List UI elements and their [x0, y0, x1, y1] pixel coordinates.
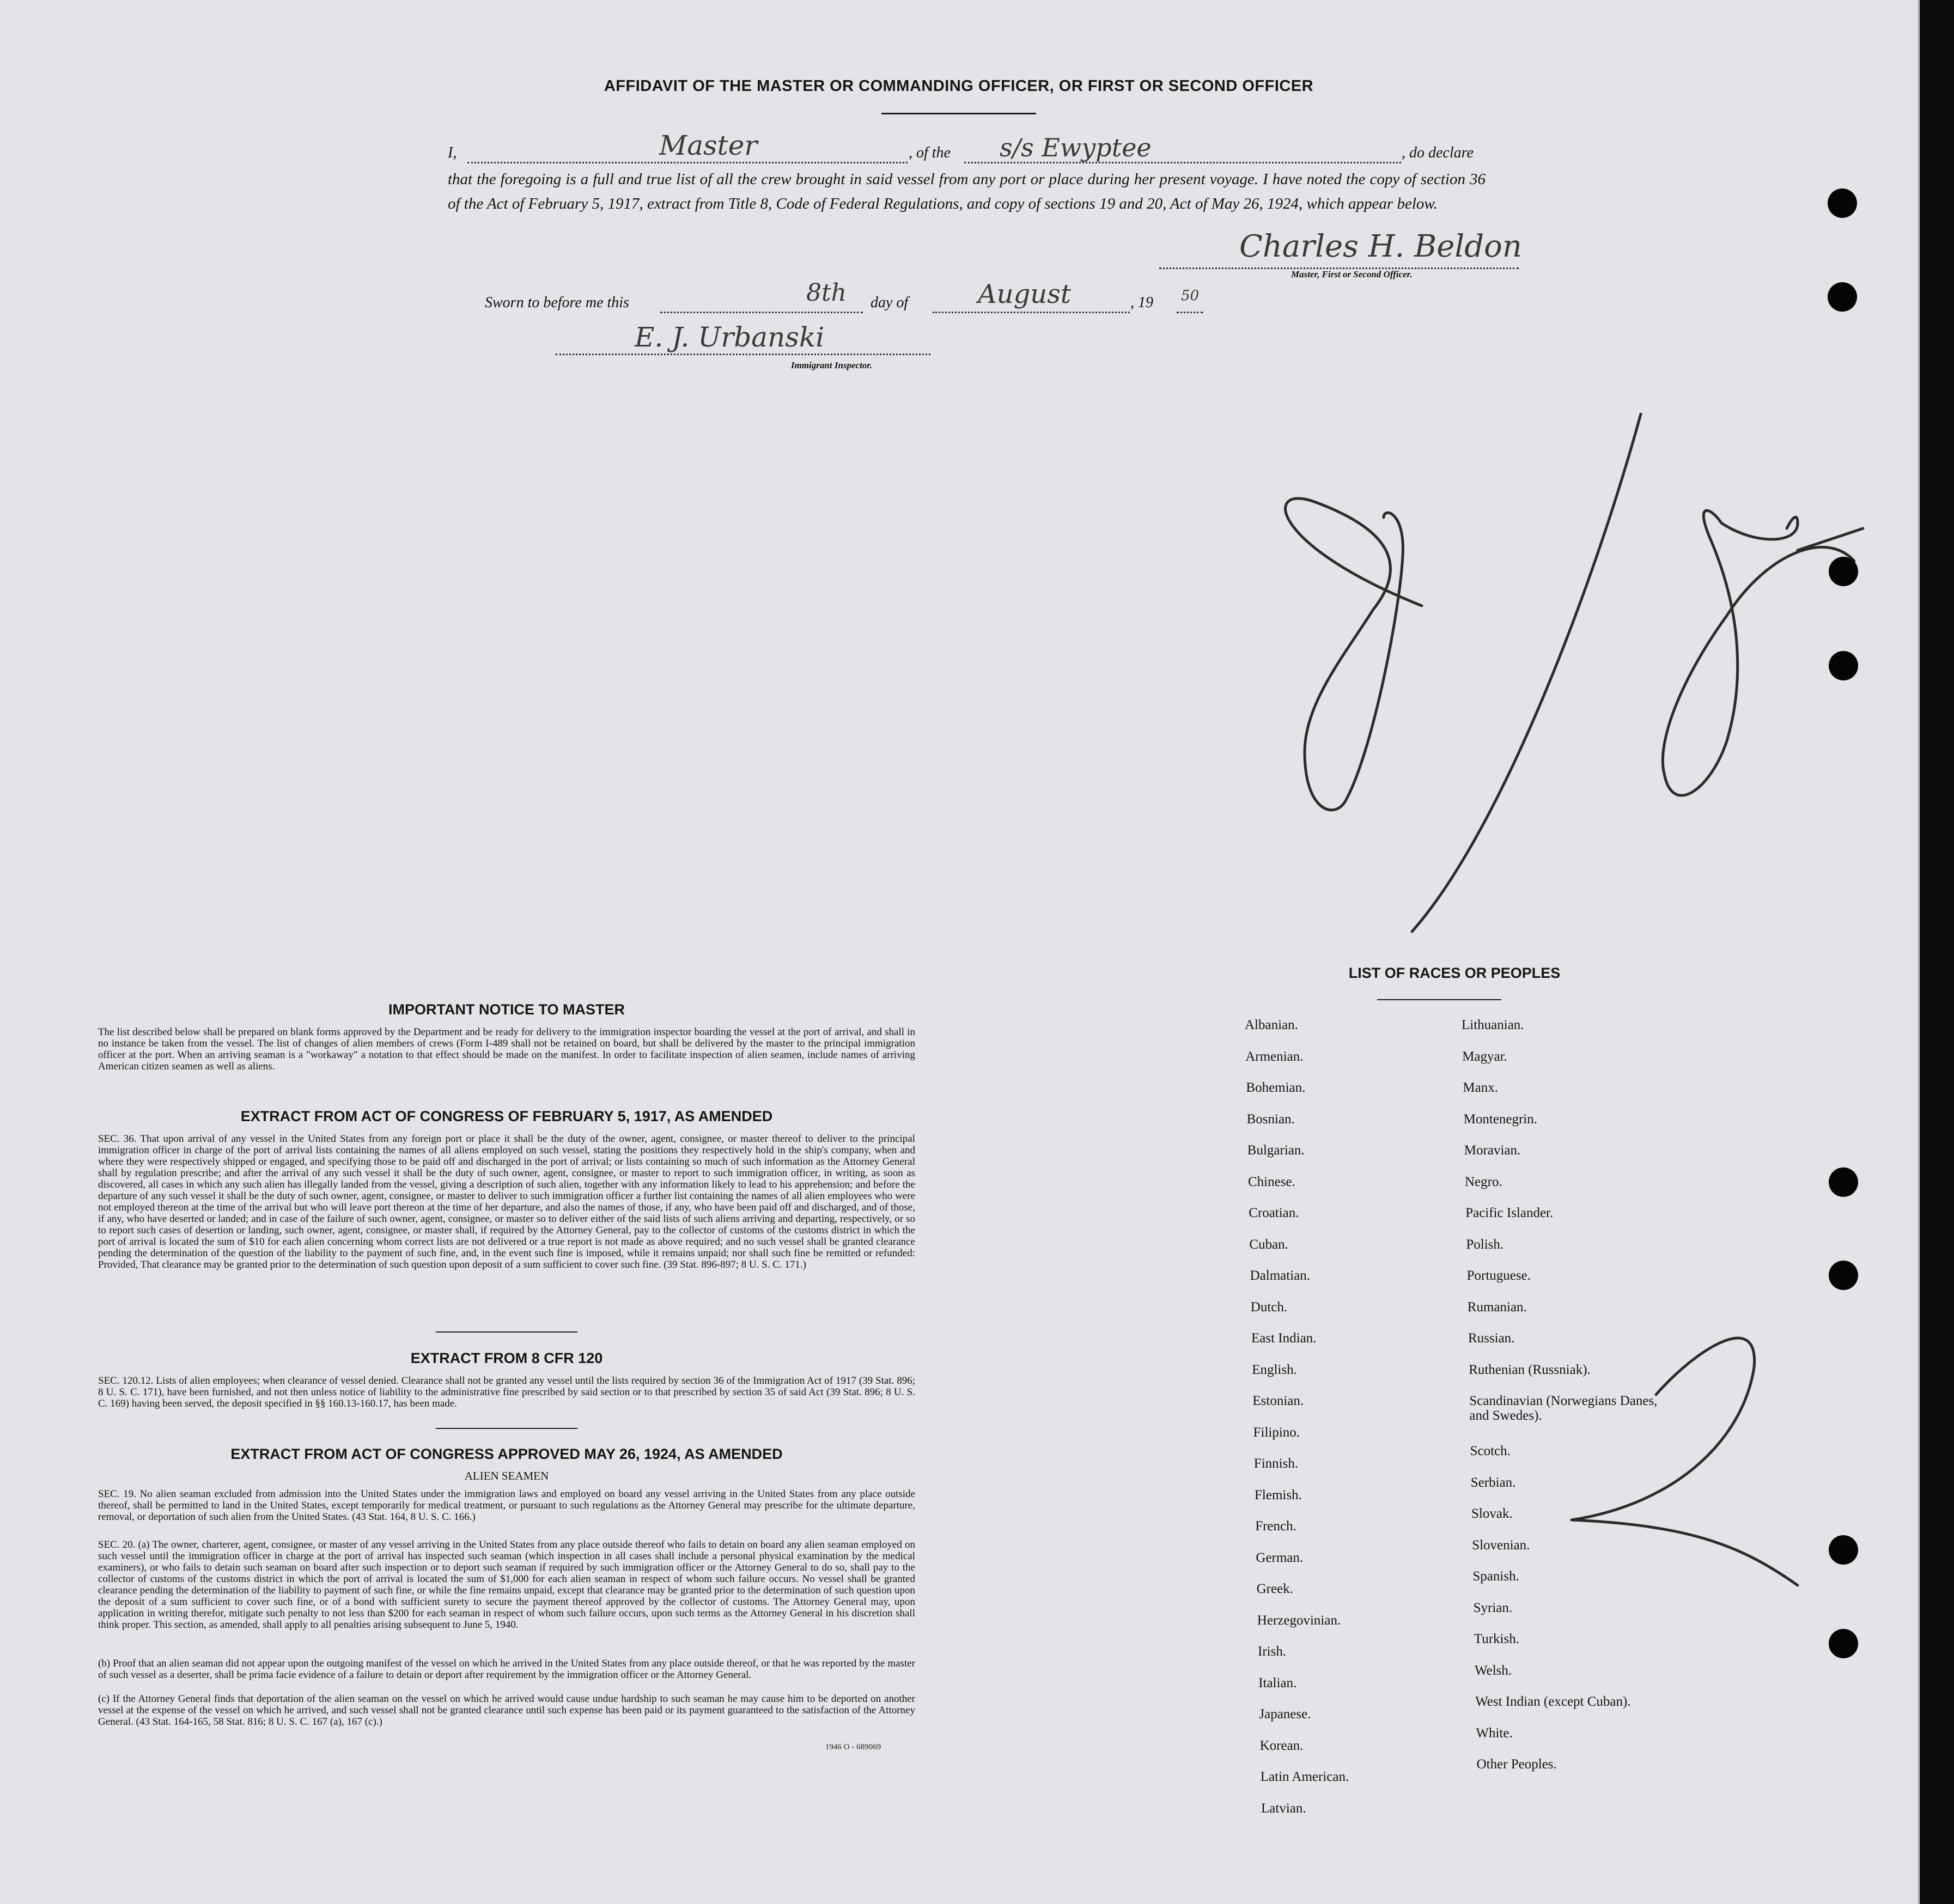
race-item: English. — [1252, 1362, 1297, 1377]
race-item: East Indian. — [1251, 1331, 1317, 1346]
extract-1924-sec20b: (b) Proof that an alien seaman did not appear upon the outgoing manifest of the vessel on which he arrived in the United States from any place outside thereof, or that he was reported by the master of such vessel as a deserter, shall be prima facie evidence of a failure to detain or deport after requirement by the immigration officer or the Attorney General. — [98, 1658, 915, 1681]
year-prefix: , 19 — [1130, 294, 1153, 311]
rule-1917 — [436, 1331, 577, 1333]
race-item: Lithuanian. — [1462, 1018, 1524, 1032]
race-item: Flemish. — [1255, 1487, 1302, 1502]
extract-1924-subtitle: ALIEN SEAMEN — [464, 1469, 549, 1482]
race-item: Montenegrin. — [1463, 1111, 1537, 1127]
race-item: Slovenian. — [1472, 1537, 1530, 1553]
race-item: Latvian. — [1261, 1800, 1306, 1816]
race-item: Estonian. — [1252, 1394, 1304, 1408]
notice-title: IMPORTANT NOTICE TO MASTER — [388, 1001, 625, 1018]
master-signature: Charles H. Beldon — [1239, 229, 1522, 264]
extract-1917-title: EXTRACT FROM ACT OF CONGRESS OF FEBRUARY 5, 1917, AS AMENDED — [240, 1108, 773, 1124]
inspector-signature: E. J. Urbanski — [635, 321, 825, 353]
extract-cfr-title: EXTRACT FROM 8 CFR 120 — [410, 1350, 603, 1366]
race-item: Negro. — [1465, 1174, 1502, 1189]
affidavit-title: AFFIDAVIT OF THE MASTER OR COMMANDING OFFICER, OR FIRST OR SECOND OFFICER — [604, 77, 1314, 95]
print-code: 1946 O - 689069 — [825, 1743, 881, 1751]
extract-1924-title: EXTRACT FROM ACT OF CONGRESS APPROVED MAY 26, 1924, AS AMENDED — [230, 1446, 783, 1462]
race-item: Korean. — [1259, 1738, 1304, 1753]
race-item: Japanese. — [1259, 1707, 1311, 1721]
race-item: Syrian. — [1473, 1600, 1513, 1615]
race-item: Dutch. — [1250, 1299, 1288, 1315]
of-the-label: , of the — [909, 144, 951, 161]
race-item: Bohemian. — [1246, 1080, 1306, 1095]
do-declare-label: , do declare — [1402, 144, 1474, 161]
vessel-handwritten: s/s Ewyptee — [1000, 133, 1152, 162]
race-item: Finnish. — [1253, 1456, 1299, 1471]
race-item: Other Peoples. — [1476, 1757, 1557, 1772]
extract-1924-sec19: SEC. 19. No alien seaman excluded from admission into the United States under the immigration laws and employed on board any vessel arriving in the United States from any place outside thereof, shall be permitted to land in the United States, except temporarily for medical treatment, or pursuant to such regulations as the Attorney General may prescribe for the ultimate departure, removal, or deportation of such alien from the United States. (43 Stat. 164, 8 U. S. C. 166.) — [98, 1488, 915, 1523]
race-item: Italian. — [1258, 1675, 1297, 1690]
race-item: Irish. — [1258, 1644, 1287, 1659]
race-item: Spanish. — [1472, 1569, 1519, 1584]
race-item: Herzegovinian. — [1257, 1613, 1341, 1628]
i-label: I, — [448, 144, 457, 161]
year-handwritten: 50 — [1181, 288, 1200, 304]
races-title: LIST OF RACES OR PEOPLES — [1348, 965, 1561, 981]
annotation-slash — [1412, 414, 1641, 932]
race-item: Scandinavian (Norwegians Danes, and Swedes). — [1469, 1394, 1658, 1423]
master-handwritten: Master — [659, 130, 758, 161]
races-rule — [1377, 999, 1501, 1000]
race-item: Magyar. — [1462, 1049, 1507, 1064]
race-item: Manx. — [1463, 1080, 1498, 1095]
race-item: Portuguese. — [1466, 1268, 1531, 1283]
extract-1917-body: SEC. 36. That upon arrival of any vessel in the United States from any foreign port or place it shall be the duty of the owner, agent, consignee, or master thereof to deliver to the principal immigration officer in charge of the port of arrival lists containing the names of all aliens employed on such vessel, stating the positions they respectively hold in the ship's company, when and where they were respectively shipped or engaged, and specifying those to be paid off and discharged in the port of arrival; or lists containing so much of such information as the Attorney General shall by regulation prescribe; and after the arrival of any such vessel it shall be the duty of such owner, agent, consignee, or master to report to such immigration officer, in writing, as soon as discovered, all cases in which any such alien has illegally landed from the vessel, giving a description of such alien, together with any information likely to lead to his apprehension; and before the departure of any such vessel it shall be the duty of such owner, agent, consignee, or master to deliver to such immigration officer a further list containing the names of all alien employees who were not employed thereon at the time of the arrival but who will leave port thereon at the time of her departure, and also the names of those, if any, who have been paid off and discharged, and of those, if any, who have deserted or landed; and in case of the failure of such owner, agent, consignee, or master so to deliver either of the said lists of such aliens arriving and departing, respectively, or so to report such cases of desertion or landing, such owner, agent, consignee, or master shall, if required by the Attorney General, pay to the collector of customs of the customs district in which the port of arrival is located the sum of $10 for each alien concerning whom correct lists are not delivered or a true report is not made as above required; and no such vessel shall be granted clearance pending the determination of the question of the liability to the payment of such fine, and, in the event such fine is imposed, while it remains unpaid; nor shall such fine be remitted or refunded: Provided, That clearance may be granted prior to the determination of such question upon deposit of a sum sufficient to cover such fine. (39 Stat. 896-897; 8 U. S. C. 171.) — [98, 1133, 915, 1270]
race-item: Polish. — [1466, 1237, 1504, 1252]
race-item: White. — [1476, 1725, 1513, 1741]
race-item: Scotch. — [1470, 1444, 1511, 1458]
race-item: Slovak. — [1471, 1506, 1513, 1521]
race-item: Serbian. — [1470, 1475, 1516, 1490]
race-item: Albanian. — [1245, 1018, 1298, 1032]
rule-cfr — [436, 1428, 577, 1429]
race-item: Cuban. — [1249, 1237, 1288, 1252]
race-item: Ruthenian (Russniak). — [1469, 1362, 1591, 1377]
day-handwritten: 8th — [806, 279, 847, 307]
race-item: Chinese. — [1248, 1174, 1295, 1189]
annotation-two — [1572, 1338, 1798, 1585]
race-item: Pacific Islander. — [1465, 1206, 1554, 1220]
race-item: Latin American. — [1260, 1769, 1349, 1784]
race-item: German. — [1256, 1550, 1304, 1565]
race-item: Dalmatian. — [1250, 1268, 1310, 1283]
race-item: Croatian. — [1249, 1206, 1299, 1220]
race-item: Greek. — [1256, 1581, 1293, 1596]
inspector-caption: Immigrant Inspector. — [791, 360, 873, 370]
annotation-eight-right — [1663, 510, 1854, 795]
annotation-eight-left — [1286, 498, 1422, 810]
signature-caption: Master, First or Second Officer. — [1291, 269, 1413, 279]
race-item: Welsh. — [1475, 1663, 1512, 1678]
extract-1924-sec20c: (c) If the Attorney General finds that deportation of the alien seaman on the vessel on which he arrived would cause undue hardship to such seaman he may cause him to be deported on another vessel at the expense of the vessel on which he arrived, and such vessel shall not be granted clearance until such expense has been paid or its payment guaranteed to the satisfaction of the Attorney General. (43 Stat. 164-165, 58 Stat. 816; 8 U. S. C. 167 (a), 167 (c).) — [98, 1693, 915, 1727]
month-handwritten: August — [978, 279, 1072, 309]
race-item: Russian. — [1468, 1331, 1515, 1346]
race-item: Filipino. — [1253, 1425, 1300, 1440]
day-of-label: day of — [871, 294, 909, 311]
declaration-text: that the foregoing is a full and true list of all the crew brought in said vessel from any port or place during her present voyage. I have noted the copy of section 36 of the Act of February 5, 1917, extract from Title 8, Code of Federal Regulations, and copy of sections 19 and 20, Act of May 26, 1924, which appear below. — [448, 171, 1486, 212]
race-item: West Indian (except Cuban). — [1475, 1694, 1631, 1709]
sworn-label: Sworn to before me this — [485, 294, 629, 311]
race-item: Rumanian. — [1467, 1299, 1527, 1315]
race-item: Armenian. — [1245, 1049, 1304, 1064]
race-item: Turkish. — [1474, 1632, 1519, 1646]
race-item: Bulgarian. — [1247, 1143, 1305, 1158]
race-item: Moravian. — [1464, 1143, 1521, 1158]
extract-1924-sec20a: SEC. 20. (a) The owner, charterer, agent, consignee, or master of any vessel arriving in the United States from any place outside thereof who fails to detain on board any alien seaman employed on such vessel until the immigration officer in charge at the port of arrival has inspected such seaman (which inspection in all cases shall include a personal physical examination by the medical examiners), or who fails to detain such seaman on board after such inspection or to deport such seaman if required by such immigration officer or the Attorney General to do so, shall pay to the collector of customs of the customs district in which the port of arrival is located the sum of $1,000 for each alien seaman in respect of whom such failure occurs. No vessel shall be granted clearance pending the determination of the liability to payment of such fine, or while the fine remains unpaid, except that clearance may be granted prior to the determination of such question upon the deposit of a sum sufficient to cover such fine, or of a bond with sufficient surety to secure the payment thereof approved by the collector of customs. The Attorney General may, upon application in writing therefor, mitigate such penalty to not less than $200 for each seaman in respect of whom such failure occurs, upon such terms as the Attorney General in his discretion shall think proper. This section, as amended, shall apply to all penalties arising subsequent to June 5, 1940. — [98, 1539, 915, 1631]
race-item: French. — [1255, 1519, 1296, 1534]
race-item: Bosnian. — [1246, 1111, 1295, 1127]
notice-body: The list described below shall be prepared on blank forms approved by the Department and be ready for delivery to the immigration inspector boarding the vessel at the port of arrival, and shall in no instance be taken from the vessel. The list of changes of alien members of crews (Form I-489 shall not be retained on board, but shall be delivered by the master to the principal immigration officer at the port. When an arriving seaman is a "workaway" a notation to that effect should be made on the manifest. In order to facilitate inspection of alien seamen, include names of arriving American citizen seamen as well as aliens. — [98, 1026, 915, 1072]
extract-cfr-body: SEC. 120.12. Lists of alien employees; when clearance of vessel denied. Clearance shall not be granted any vessel until the lists required by section 36 of the Immigration Act of 1917 (39 Stat. 896; 8 U. S. C. 171), have been furnished, and not then unless notice of liability to the administrative fine prescribed by said section or to that prescribed by section 35 of said Act (39 Stat. 896; 8 U. S. C. 169) having been served, the deposit specified in §§ 160.13-160.17, has been made. — [98, 1375, 915, 1409]
